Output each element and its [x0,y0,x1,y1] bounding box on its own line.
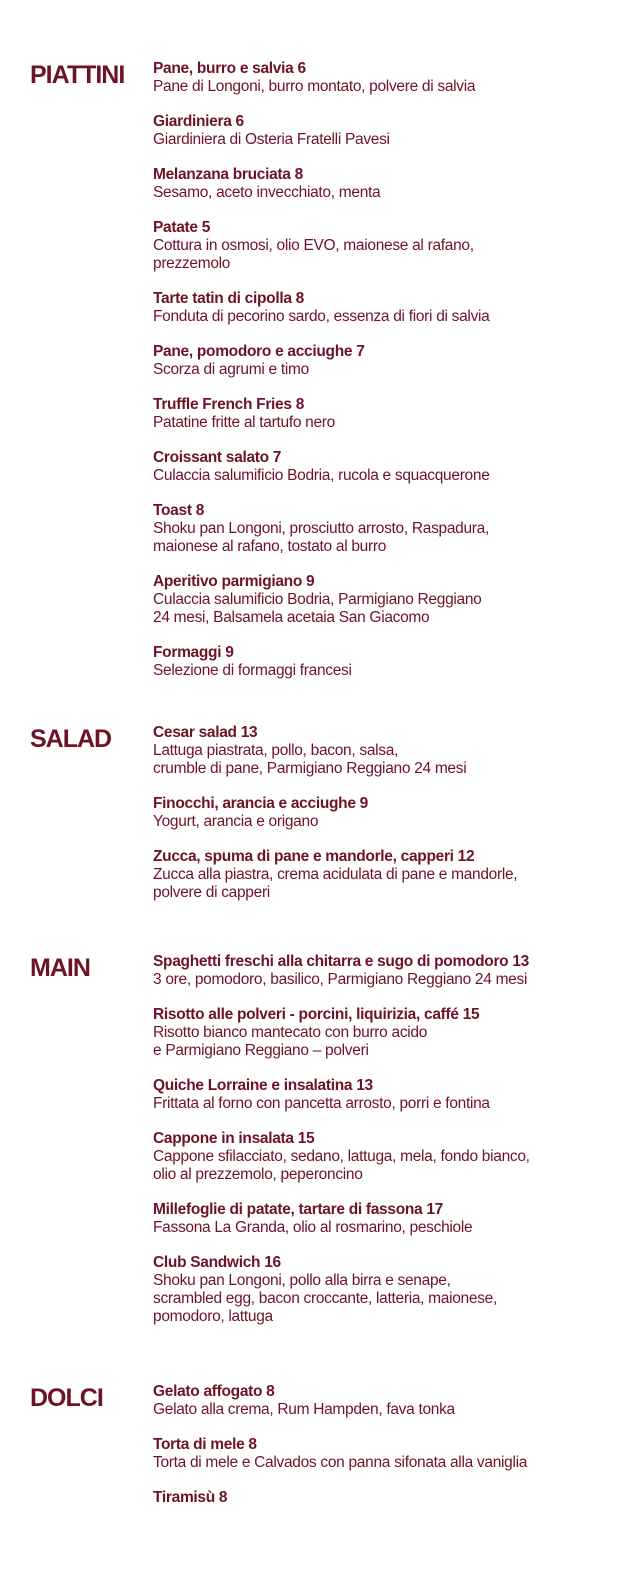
menu-item [153,396,623,432]
menu-item-description: 3 ore, pomodoro, basilico, Parmigiano Reggiano 24 mesi [153,971,528,988]
menu-item-name: Cappone in insalata 15 [153,1130,315,1147]
menu-item-name: Pane, burro e salvia 6 [153,60,306,77]
menu-item [153,166,623,202]
menu-item-description: Risotto bianco mantecato con burro acido e Parmigiano Reggiano – polveri [153,1024,428,1059]
menu-item-list [153,724,623,919]
menu-item [153,1201,623,1237]
menu-item-description: Giardiniera di Osteria Fratelli Pavesi [153,131,390,148]
menu-item [153,953,623,989]
menu-item-name: Club Sandwich 16 [153,1254,281,1271]
menu-item-description: Cappone sfilacciato, sedano, lattuga, mela, fondo bianco, olio al prezzemolo, peperoncino [153,1148,530,1183]
menu-item [153,573,623,627]
menu-item [153,1383,623,1419]
menu-item-description: Fassona La Granda, olio al rosmarino, peschiole [153,1219,473,1236]
menu-item-name: Finocchi, arancia e acciughe 9 [153,795,368,812]
menu-item [153,60,623,96]
section-title: SALAD [30,725,112,753]
section-title: DOLCI [30,1384,103,1412]
menu-item [153,343,623,379]
menu-item-description: Shoku pan Longoni, pollo alla birra e senape, scrambled egg, bacon croccante, latteria, maionese, pomodoro, lattuga [153,1272,497,1325]
menu-item [153,502,623,556]
menu-item [153,290,623,326]
menu-item [153,1254,623,1326]
menu-item-description: Selezione di formaggi francesi [153,662,352,679]
menu-item-name: Truffle French Fries 8 [153,396,305,413]
menu-item [153,1006,623,1060]
menu-item-name: Croissant salato 7 [153,449,282,466]
menu-item [153,724,623,778]
menu-item-description: Shoku pan Longoni, prosciutto arrosto, Raspadura, maionese al rafano, tostato al burro [153,520,489,555]
menu-item [153,848,623,902]
menu-item-name: Toast 8 [153,502,205,519]
menu-item-name: Gelato affogato 8 [153,1383,275,1400]
menu-item-description: Patatine fritte al tartufo nero [153,414,335,431]
menu-item-description: Culaccia salumificio Bodria, Parmigiano Reggiano 24 mesi, Balsamela acetaia San Giacomo [153,591,482,626]
menu-item-name: Torta di mele 8 [153,1436,257,1453]
menu-item-name: Cesar salad 13 [153,724,258,741]
menu-item-name: Formaggi 9 [153,644,234,661]
menu-item-name: Spaghetti freschi alla chitarra e sugo di pomodoro 13 [153,953,529,970]
menu-item-description: Cottura in osmosi, olio EVO, maionese al rafano, prezzemolo [153,237,474,272]
menu-item [153,1077,623,1113]
menu-item [153,1489,623,1507]
menu-item-name: Risotto alle polveri - porcini, liquirizia, caffé 15 [153,1006,480,1023]
menu-item-list [153,1383,623,1524]
menu-item-description: Scorza di agrumi e timo [153,361,309,378]
menu-item-name: Giardiniera 6 [153,113,244,130]
menu-item-description: Zucca alla piastra, crema acidulata di pane e mandorle, polvere di capperi [153,866,518,901]
menu-item-name: Zucca, spuma di pane e mandorle, capperi 12 [153,848,475,865]
menu-item [153,1130,623,1184]
menu-item-description: Frittata al forno con pancetta arrosto, porri e fontina [153,1095,490,1112]
menu-item [153,113,623,149]
menu-item-description: Fonduta di pecorino sardo, essenza di fiori di salvia [153,308,490,325]
menu-item-name: Aperitivo parmigiano 9 [153,573,315,590]
section-title: MAIN [30,954,90,982]
menu-item-list [153,60,623,697]
menu-item-description: Culaccia salumificio Bodria, rucola e squacquerone [153,467,490,484]
menu-item-description: Lattuga piastrata, pollo, bacon, salsa, crumble di pane, Parmigiano Reggiano 24 mesi [153,742,467,777]
menu-item-description: Torta di mele e Calvados con panna sifonata alla vaniglia [153,1454,528,1471]
menu-item-name: Quiche Lorraine e insalatina 13 [153,1077,373,1094]
menu-item [153,644,623,680]
menu-item-name: Patate 5 [153,219,211,236]
menu-item [153,795,623,831]
menu-item [153,1436,623,1472]
menu-item-name: Melanzana bruciata 8 [153,166,303,183]
menu-item-description: Yogurt, arancia e origano [153,813,319,830]
menu-item-name: Tarte tatin di cipolla 8 [153,290,304,307]
menu-item-list [153,953,623,1343]
menu-item-description: Sesamo, aceto invecchiato, menta [153,184,381,201]
menu-item-description: Gelato alla crema, Rum Hampden, fava tonka [153,1401,455,1418]
menu-item-name: Pane, pomodoro e acciughe 7 [153,343,365,360]
menu-item-name: Tiramisù 8 [153,1489,228,1506]
menu-item [153,219,623,273]
menu-item-name: Millefoglie di patate, tartare di fassona 17 [153,1201,443,1218]
menu-item [153,449,623,485]
menu-item-description: Pane di Longoni, burro montato, polvere di salvia [153,78,476,95]
section-title: PIATTINI [30,61,125,89]
